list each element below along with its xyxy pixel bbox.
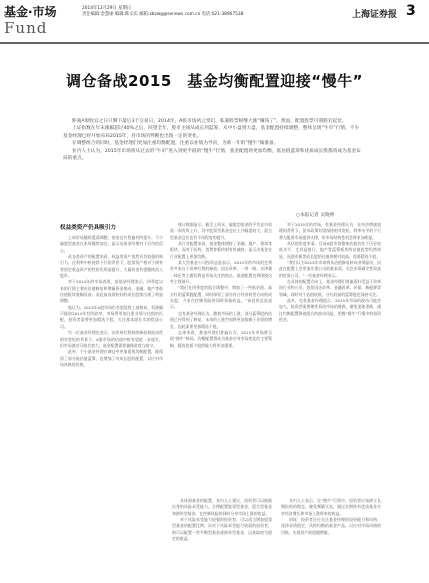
paragraph: 具体到基金的配置，业内人士建议，投资者可以根据自身的风险承受能力，合理配置股票型基金、混合型基金和债券型基金，在控制风险的同时分享市场上涨的收益。	[172, 498, 272, 516]
paragraph: 另一位基金经理也表示，在改革红利持续释放和流动性相对宽松的背景下，A股市场的估值中枢有望进一步提升，但市场波动可能会加大，基金配置需要兼顾进攻与防守。	[60, 330, 163, 348]
paragraph: “我们认为2015年市场将从估值修复转向业绩驱动，因此在配置上会更加注重公司的基本面，关注业绩确定性较高的优质公司。”一位基金经理表示。	[279, 260, 381, 278]
body-text	[279, 222, 381, 324]
header-contacts: 责任编辑:金慧丽 编辑:陈宗庆 邮箱:xbzwg@senews.com.cn 电话:021-38967538	[82, 12, 244, 17]
paragraph: 对于2015年的市场，有基金经理认为，在经济增速放缓的背景下，货币政策有望保持相对宽松，利率水平的下行将为股票市场提供支撑，但市场结构性机会将更加明显。	[279, 222, 381, 240]
body-text	[281, 498, 381, 536]
paragraph: 统计数据显示，截至上周末，偏股型基金的平均仓位较前一周有所上升，其中股票型基金仓位上升幅度较大，混合型基金仓位也有不同程度的提升。	[170, 222, 272, 240]
body-text	[60, 235, 163, 368]
paragraph: 对于2014年的市场表现，某基金经理表示，四季度以来的行情主要由估值修复和增量资金推动，金融、地产等低估值板块涨幅居前，而此前表现较好的成长股则出现了明显调整。	[60, 279, 163, 304]
body-text	[172, 498, 272, 542]
paragraph: 也有基金经理认为，随着市场的上涨，部分蓝筹股的估值已经得到了修复，未来的上涨空间将更加依赖于业绩的增长，因此需要更加精选个股。	[170, 310, 272, 329]
paragraph: 上周市场继续震荡调整，基金仓位普遍有所提升。不少偏股型基金在本周继续加仓，显示出基金经理对于后市的信心。	[60, 235, 163, 253]
byline: ○本报记者 吴晓婷	[296, 213, 335, 218]
newspaper-name: 上海证券报	[352, 10, 398, 20]
bottom-column-left	[172, 498, 272, 583]
header-date: 2014年12月29日 星期日	[82, 6, 132, 11]
paragraph: 从估值角度来看，目前A股市场整体估值仍处于历史较低水平，尤其是银行、地产等蓝筹板块的估值优势仍然明显，而创业板等成长股的估值则相对较高，需要精选个股。	[279, 241, 381, 259]
article-lead	[63, 118, 363, 162]
section-name-en: Fund	[4, 19, 48, 37]
article-column-1	[60, 222, 163, 580]
paragraph: 从行业配置来看，基金整体增持了金融、地产、建筑等板块，而对于医药、消费等板块则有所减持，显示出基金在行业配置上更加均衡。	[170, 241, 272, 259]
paragraph: 总体来看，基金经理们普遍认为，2015年市场将呈现“慢牛”格局，均衡配置将成为基金应对市场变化的主要策略，精选优质个股的能力将更加重要。	[170, 329, 272, 348]
lead-paragraph: 业内人士认为，2015年市场将从过去的“牛市”进入到更平稳的“慢牛”行情，基金配置将更加均衡，低估值蓝筹和优质成长股都将成为基金布局的重点。	[63, 148, 361, 162]
paragraph: 某大型基金公司投资总监表示，2015年的市场机会将更多来自于改革红利的释放，国企改革、一带一路、京津冀一体化等主题仍将是市场关注的热点，基金配置也将围绕这些主线展开。	[170, 260, 272, 285]
paragraph: 对于风险承受能力较强的投资者，可以适当增加股票型基金的配置比例；而对于风险承受能力较弱的投资者，则可以配置一些平衡型基金或债券型基金，以获取较为稳定的收益。	[172, 517, 272, 542]
page-header	[0, 0, 429, 46]
article-title: 调仓备战2015 基金均衡配置迎接“慢牛”	[66, 72, 363, 90]
paragraph: 在具体的配置方向上，基金经理们普遍看好受益于改革的行业和公司，包括国企改革、金融改革、环保、新能源等领域，同时对于估值较低、分红较高的蓝筹股也保持关注。	[279, 279, 381, 297]
paragraph: 此外，也有基金经理提示，2015年市场的波动可能会加大，投资者需要理性看待市场的涨跌，避免追涨杀跌，通过均衡配置降低组合的波动风险，把握“慢牛”行情中的投资机会。	[279, 298, 381, 323]
paragraph: 同时，投资者还应关注基金经理的投资能力和风格，选择业绩稳定、风格均衡的基金产品，以应对市场风格的切换，实现资产的稳健增值。	[281, 517, 381, 535]
paragraph: 从各类资产的配置来看，权益类资产依然具有较强的吸引力。在利率中枢持续下行的背景下，股票资产相对于债券等固定收益资产的性价比明显提升，大量资金有望继续流入股市。	[60, 254, 163, 279]
bottom-column-right	[281, 498, 381, 583]
paragraph: 此外，不少基金经理在调仓中更加重视均衡配置，既保留了部分低估值蓝筹，也增加了对成长股的配置，以应对市场风格的切换。	[60, 349, 163, 367]
paragraph: “我们在四季度的组合调整中，增加了一些低估值、高分红的蓝筹股配置，同时保留了部分符合经济转型方向的成长股，力求在控制风险的同时获取收益。”该投资总监表示。	[170, 285, 272, 310]
lead-paragraph: 在调整组合的同时，基金经理们更加注重均衡配置，注重以业绩为导向，为新一年的“慢牛”做准备。	[72, 141, 279, 147]
subheading: 权益类资产仍具吸引力	[60, 225, 116, 231]
paragraph: 他认为，2015年A股市场仍有望延续上涨格局，但涨幅可能较2014年有所收窄，市场将更加注重业绩与估值的匹配，投资者需要更加精选个股，关注基本面扎实的优质公司。	[60, 304, 163, 329]
lead-paragraph: 距离A股收官之日只剩下最后3个交易日，2014年，A股市场风云变幻，私募股票相继大涨“赚钱了”，然而，配置股票可谓跌宕起伏。	[72, 119, 347, 124]
header-rule	[0, 42, 429, 44]
paragraph: 业内人士表示，在“慢牛”行情中，投资者应该树立长期投资的理念，避免频繁买卖，通过长期持有优质基金分享经济增长和市场上涨带来的收益。	[281, 498, 381, 516]
section-name: 基金·市场	[4, 5, 57, 19]
page-number: 3	[406, 3, 416, 19]
body-text	[170, 222, 272, 349]
lead-paragraph: 上证指数在年末涨幅超过40%之后，回望全年，股市主线从成长到蓝筹，从中小盘到大盘，基金配置持续调整，整体呈现“牛市”行情，不少基金经理已经开始布局2015年，对市场的判断也出现一定的变化。	[63, 126, 360, 139]
